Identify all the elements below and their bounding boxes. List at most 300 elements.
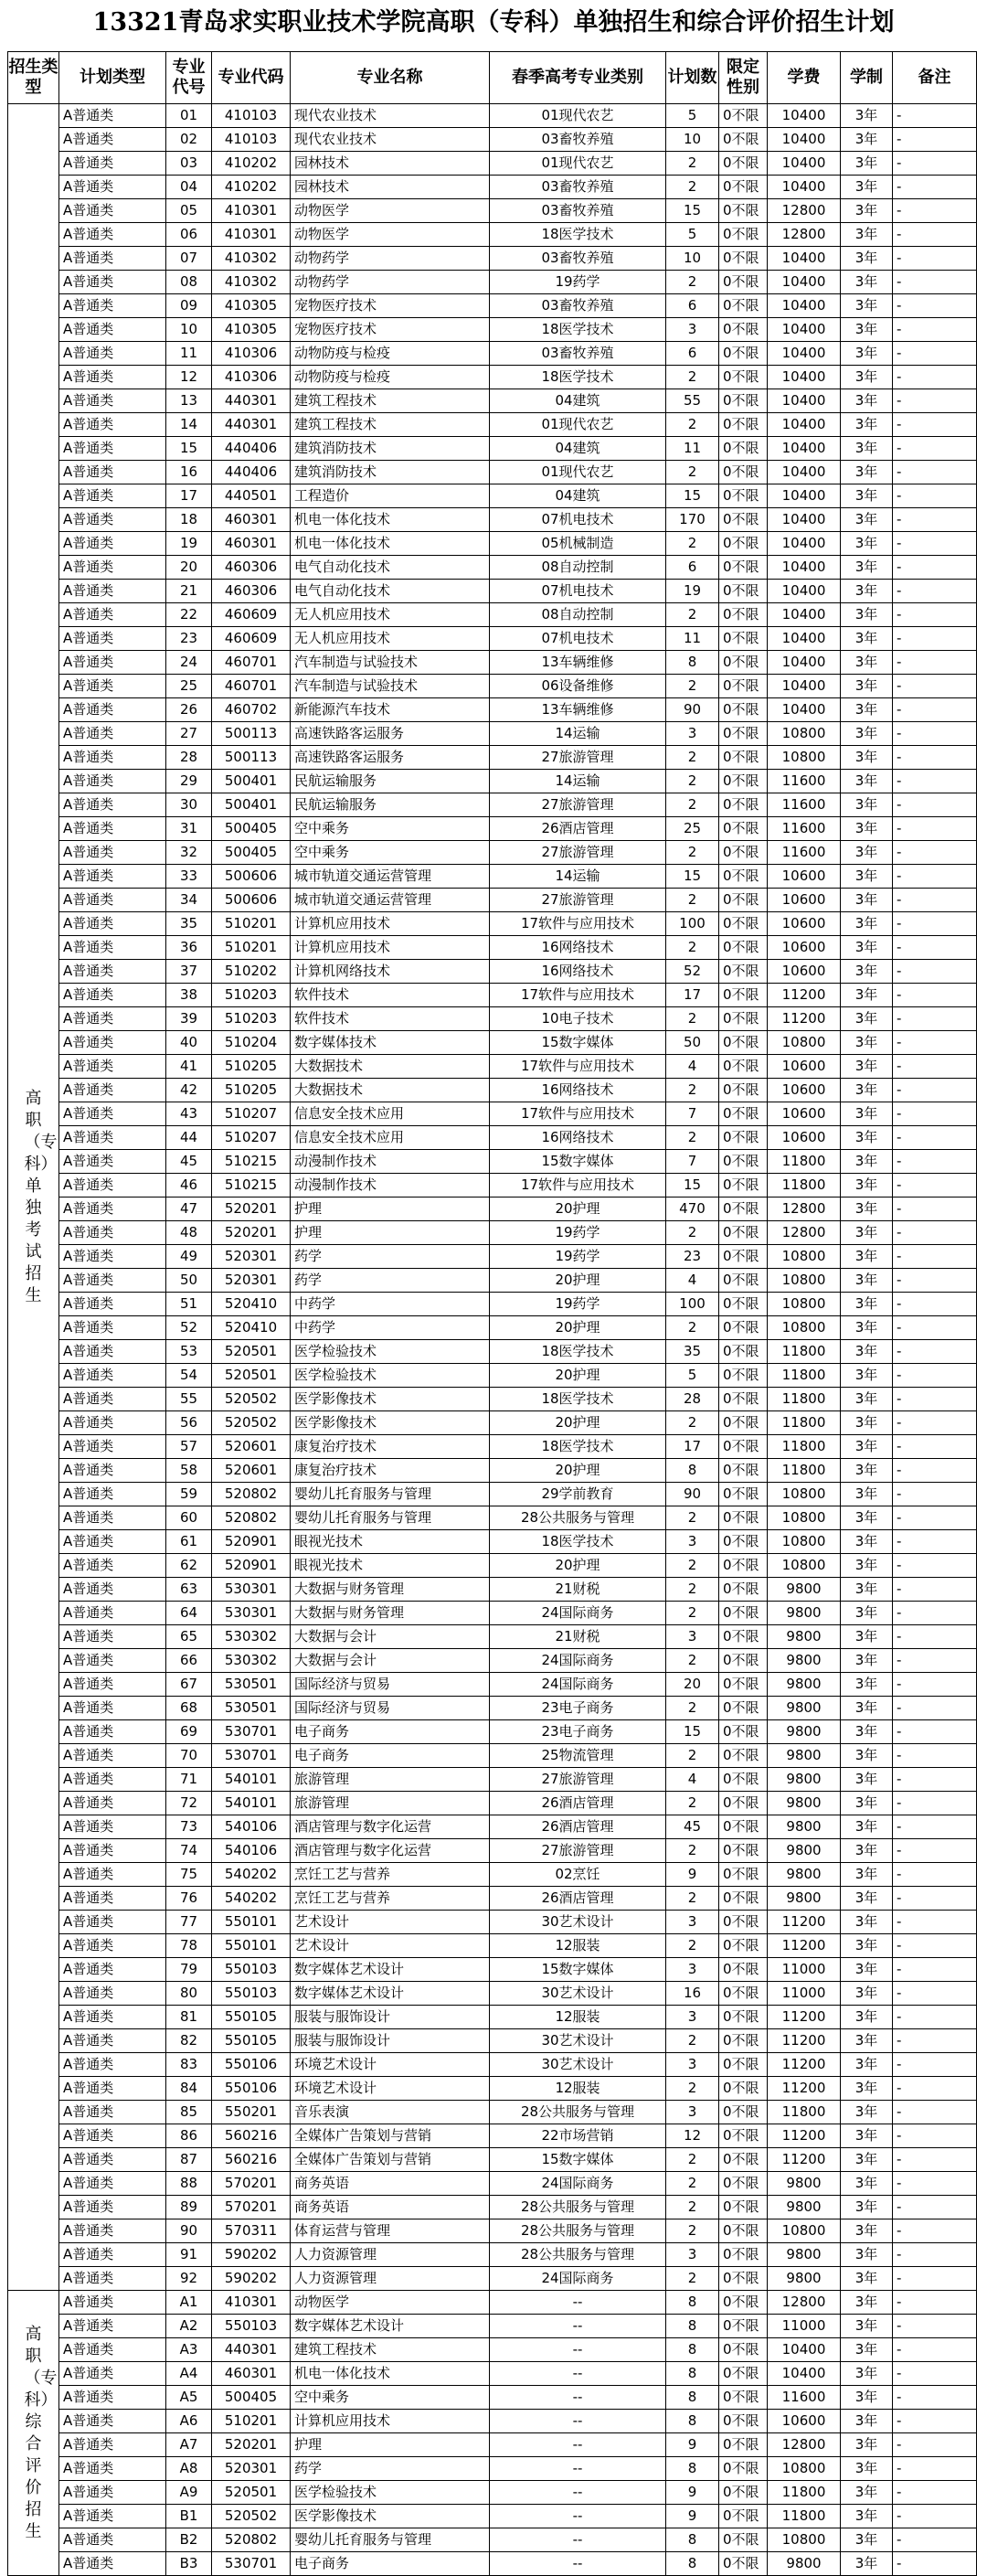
cell-tuition: 10400 bbox=[768, 152, 841, 176]
cell-major-code: 530301 bbox=[212, 1578, 291, 1602]
cell-major-name: 信息安全技术应用 bbox=[291, 1126, 490, 1150]
cell-tuition: 9800 bbox=[768, 1673, 841, 1697]
cell-remarks: - bbox=[893, 1483, 977, 1506]
cell-duration: 3年 bbox=[841, 271, 893, 294]
cell-major-name: 建筑工程技术 bbox=[291, 2338, 490, 2362]
cell-tuition: 11600 bbox=[768, 817, 841, 841]
table-row bbox=[8, 1198, 977, 1221]
cell-duration: 3年 bbox=[841, 1435, 893, 1459]
cell-major-name: 高速铁路客运服务 bbox=[291, 746, 490, 770]
cell-remarks: - bbox=[893, 2172, 977, 2196]
recruit-type-cell bbox=[8, 2291, 59, 2576]
table-row bbox=[8, 2338, 977, 2362]
cell-major-name: 园林技术 bbox=[291, 152, 490, 176]
cell-major-code: 530501 bbox=[212, 1697, 291, 1720]
cell-major-number: 87 bbox=[166, 2148, 212, 2172]
table-row bbox=[8, 651, 977, 675]
cell-gender-limit: 0不限 bbox=[719, 651, 768, 675]
table-row bbox=[8, 1459, 977, 1483]
cell-major-name: 城市轨道交通运营管理 bbox=[291, 889, 490, 912]
cell-tuition: 9800 bbox=[768, 2267, 841, 2291]
cell-plan-type: A普通类 bbox=[59, 912, 166, 936]
cell-remarks: - bbox=[893, 1435, 977, 1459]
cell-major-code: 550101 bbox=[212, 1911, 291, 1934]
cell-major-number: 35 bbox=[166, 912, 212, 936]
cell-major-code: 520901 bbox=[212, 1530, 291, 1554]
cell-tuition: 9800 bbox=[768, 1887, 841, 1911]
cell-major-code: 540101 bbox=[212, 1768, 291, 1792]
cell-major-name: 无人机应用技术 bbox=[291, 627, 490, 651]
recruit-type-label: 高职（专科）单独考试招生 bbox=[24, 1088, 58, 1305]
table-row bbox=[8, 484, 977, 508]
cell-major-name: 艺术设计 bbox=[291, 1934, 490, 1958]
cell-gender-limit: 0不限 bbox=[719, 1459, 768, 1483]
cell-tuition: 10400 bbox=[768, 366, 841, 389]
cell-major-name: 动物防疫与检疫 bbox=[291, 342, 490, 366]
cell-major-number: 45 bbox=[166, 1150, 212, 1174]
cell-remarks: - bbox=[893, 2386, 977, 2410]
cell-spring-category: -- bbox=[490, 2386, 666, 2410]
cell-major-code: 560216 bbox=[212, 2124, 291, 2148]
cell-major-number: 19 bbox=[166, 532, 212, 556]
table-row bbox=[8, 2029, 977, 2053]
table-row bbox=[8, 1958, 977, 1982]
cell-major-number: 25 bbox=[166, 675, 212, 698]
cell-major-number: 75 bbox=[166, 1863, 212, 1887]
table-row bbox=[8, 437, 977, 461]
cell-major-number: 52 bbox=[166, 1316, 212, 1340]
cell-plan-count: 3 bbox=[666, 722, 719, 746]
cell-duration: 3年 bbox=[841, 389, 893, 413]
cell-plan-count: 2 bbox=[666, 176, 719, 199]
cell-major-name: 数字媒体艺术设计 bbox=[291, 1982, 490, 2006]
cell-major-name: 数字媒体艺术设计 bbox=[291, 2315, 490, 2338]
table-row bbox=[8, 1435, 977, 1459]
cell-spring-category: 07机电技术 bbox=[490, 580, 666, 603]
cell-tuition: 10600 bbox=[768, 2410, 841, 2433]
cell-duration: 3年 bbox=[841, 960, 893, 984]
cell-plan-count: 25 bbox=[666, 817, 719, 841]
cell-major-code: 510203 bbox=[212, 1007, 291, 1031]
cell-plan-type: A普通类 bbox=[59, 2101, 166, 2124]
cell-major-number: 56 bbox=[166, 1411, 212, 1435]
cell-gender-limit: 0不限 bbox=[719, 1934, 768, 1958]
cell-remarks: - bbox=[893, 1578, 977, 1602]
cell-plan-count: 2 bbox=[666, 532, 719, 556]
cell-major-code: 410305 bbox=[212, 318, 291, 342]
cell-plan-type: A普通类 bbox=[59, 1388, 166, 1411]
cell-plan-count: 2 bbox=[666, 1887, 719, 1911]
cell-gender-limit: 0不限 bbox=[719, 2338, 768, 2362]
cell-major-number: 69 bbox=[166, 1720, 212, 1744]
cell-plan-type: A普通类 bbox=[59, 1079, 166, 1102]
cell-major-number: 37 bbox=[166, 960, 212, 984]
cell-duration: 3年 bbox=[841, 865, 893, 889]
cell-plan-count: 2 bbox=[666, 2219, 719, 2243]
table-row bbox=[8, 1364, 977, 1388]
cell-remarks: - bbox=[893, 1768, 977, 1792]
cell-major-number: 07 bbox=[166, 247, 212, 271]
cell-tuition: 9800 bbox=[768, 1720, 841, 1744]
cell-plan-type: A普通类 bbox=[59, 128, 166, 152]
cell-major-name: 婴幼儿托育服务与管理 bbox=[291, 2528, 490, 2552]
cell-spring-category: -- bbox=[490, 2315, 666, 2338]
cell-remarks: - bbox=[893, 152, 977, 176]
cell-gender-limit: 0不限 bbox=[719, 508, 768, 532]
cell-gender-limit: 0不限 bbox=[719, 128, 768, 152]
cell-major-code: 460306 bbox=[212, 556, 291, 580]
cell-plan-type: A普通类 bbox=[59, 603, 166, 627]
cell-plan-type: A普通类 bbox=[59, 532, 166, 556]
cell-gender-limit: 0不限 bbox=[719, 176, 768, 199]
header-major-name: 专业名称 bbox=[291, 52, 490, 104]
cell-major-number: 05 bbox=[166, 199, 212, 223]
cell-plan-count: 3 bbox=[666, 1958, 719, 1982]
cell-major-number: 39 bbox=[166, 1007, 212, 1031]
cell-plan-count: 3 bbox=[666, 2101, 719, 2124]
cell-plan-type: A普通类 bbox=[59, 817, 166, 841]
cell-major-code: 410301 bbox=[212, 2291, 291, 2315]
enrollment-plan-table bbox=[7, 51, 977, 2576]
cell-plan-count: 2 bbox=[666, 461, 719, 484]
table-row bbox=[8, 2006, 977, 2029]
cell-gender-limit: 0不限 bbox=[719, 675, 768, 698]
cell-major-number: 06 bbox=[166, 223, 212, 247]
cell-tuition: 9800 bbox=[768, 1697, 841, 1720]
cell-gender-limit: 0不限 bbox=[719, 2172, 768, 2196]
table-row bbox=[8, 342, 977, 366]
cell-spring-category: 12服装 bbox=[490, 2006, 666, 2029]
cell-major-code: 460301 bbox=[212, 532, 291, 556]
cell-remarks: - bbox=[893, 1221, 977, 1245]
cell-plan-type: A普通类 bbox=[59, 1982, 166, 2006]
cell-major-code: 510201 bbox=[212, 912, 291, 936]
cell-gender-limit: 0不限 bbox=[719, 2029, 768, 2053]
cell-tuition: 11800 bbox=[768, 2101, 841, 2124]
cell-major-number: 40 bbox=[166, 1031, 212, 1055]
cell-spring-category: 04建筑 bbox=[490, 484, 666, 508]
cell-remarks: - bbox=[893, 1411, 977, 1435]
cell-plan-type: A普通类 bbox=[59, 936, 166, 960]
cell-remarks: - bbox=[893, 889, 977, 912]
cell-major-code: 440406 bbox=[212, 437, 291, 461]
cell-spring-category: -- bbox=[490, 2362, 666, 2386]
cell-plan-count: 4 bbox=[666, 1269, 719, 1293]
cell-plan-type: A普通类 bbox=[59, 1792, 166, 1815]
cell-plan-type: A普通类 bbox=[59, 2481, 166, 2505]
cell-plan-count: 2 bbox=[666, 2148, 719, 2172]
cell-plan-count: 3 bbox=[666, 2243, 719, 2267]
cell-spring-category: 24国际商务 bbox=[490, 2172, 666, 2196]
cell-spring-category: 16网络技术 bbox=[490, 1126, 666, 1150]
cell-duration: 3年 bbox=[841, 627, 893, 651]
cell-spring-category: 20护理 bbox=[490, 1411, 666, 1435]
cell-major-name: 医学影像技术 bbox=[291, 2505, 490, 2528]
cell-duration: 3年 bbox=[841, 984, 893, 1007]
cell-major-number: 80 bbox=[166, 1982, 212, 2006]
cell-tuition: 10400 bbox=[768, 603, 841, 627]
cell-tuition: 11200 bbox=[768, 2006, 841, 2029]
cell-tuition: 10400 bbox=[768, 294, 841, 318]
table-row bbox=[8, 389, 977, 413]
table-row bbox=[8, 556, 977, 580]
cell-plan-type: A普通类 bbox=[59, 2124, 166, 2148]
cell-remarks: - bbox=[893, 2457, 977, 2481]
cell-plan-type: A普通类 bbox=[59, 1839, 166, 1863]
cell-spring-category: 22市场营销 bbox=[490, 2124, 666, 2148]
cell-duration: 3年 bbox=[841, 603, 893, 627]
cell-tuition: 10600 bbox=[768, 936, 841, 960]
cell-remarks: - bbox=[893, 1388, 977, 1411]
cell-remarks: - bbox=[893, 199, 977, 223]
cell-plan-type: A普通类 bbox=[59, 1221, 166, 1245]
cell-plan-count: 9 bbox=[666, 2433, 719, 2457]
cell-major-code: 520501 bbox=[212, 1364, 291, 1388]
table-row bbox=[8, 1934, 977, 1958]
cell-remarks: - bbox=[893, 746, 977, 770]
cell-plan-count: 28 bbox=[666, 1388, 719, 1411]
cell-duration: 3年 bbox=[841, 2196, 893, 2219]
cell-major-name: 酒店管理与数字化运营 bbox=[291, 1815, 490, 1839]
cell-plan-type: A普通类 bbox=[59, 2410, 166, 2433]
cell-major-name: 民航运输服务 bbox=[291, 793, 490, 817]
cell-plan-count: 8 bbox=[666, 2457, 719, 2481]
cell-plan-count: 3 bbox=[666, 318, 719, 342]
table-row bbox=[8, 984, 977, 1007]
cell-major-code: 520802 bbox=[212, 2528, 291, 2552]
cell-major-code: 550103 bbox=[212, 1958, 291, 1982]
cell-gender-limit: 0不限 bbox=[719, 1863, 768, 1887]
cell-plan-count: 15 bbox=[666, 1174, 719, 1198]
cell-plan-type: A普通类 bbox=[59, 1435, 166, 1459]
header-recruit-type: 招生类型 bbox=[8, 52, 59, 104]
cell-tuition: 10400 bbox=[768, 318, 841, 342]
table-row bbox=[8, 508, 977, 532]
cell-major-name: 烹饪工艺与营养 bbox=[291, 1863, 490, 1887]
cell-duration: 3年 bbox=[841, 1316, 893, 1340]
cell-major-number: 71 bbox=[166, 1768, 212, 1792]
cell-gender-limit: 0不限 bbox=[719, 2481, 768, 2505]
cell-major-number: 41 bbox=[166, 1055, 212, 1079]
cell-plan-count: 2 bbox=[666, 1079, 719, 1102]
cell-gender-limit: 0不限 bbox=[719, 841, 768, 865]
cell-remarks: - bbox=[893, 793, 977, 817]
cell-remarks: - bbox=[893, 2148, 977, 2172]
table-row bbox=[8, 1483, 977, 1506]
cell-plan-type: A普通类 bbox=[59, 1174, 166, 1198]
table-row bbox=[8, 1697, 977, 1720]
cell-plan-count: 2 bbox=[666, 2172, 719, 2196]
header-remarks: 备注 bbox=[893, 52, 977, 104]
cell-duration: 3年 bbox=[841, 176, 893, 199]
cell-gender-limit: 0不限 bbox=[719, 271, 768, 294]
header-spring-category: 春季高考专业类别 bbox=[490, 52, 666, 104]
cell-plan-type: A普通类 bbox=[59, 770, 166, 793]
cell-major-code: 550201 bbox=[212, 2101, 291, 2124]
cell-plan-type: A普通类 bbox=[59, 484, 166, 508]
cell-plan-count: 2 bbox=[666, 366, 719, 389]
cell-major-name: 康复治疗技术 bbox=[291, 1435, 490, 1459]
cell-major-code: 550106 bbox=[212, 2053, 291, 2077]
cell-plan-type: A普通类 bbox=[59, 223, 166, 247]
table-row bbox=[8, 199, 977, 223]
cell-major-name: 空中乘务 bbox=[291, 841, 490, 865]
cell-remarks: - bbox=[893, 841, 977, 865]
cell-duration: 3年 bbox=[841, 2053, 893, 2077]
cell-major-name: 无人机应用技术 bbox=[291, 603, 490, 627]
cell-duration: 3年 bbox=[841, 2029, 893, 2053]
cell-spring-category: 20护理 bbox=[490, 1269, 666, 1293]
cell-major-number: B3 bbox=[166, 2552, 212, 2576]
cell-plan-count: 100 bbox=[666, 1293, 719, 1316]
cell-gender-limit: 0不限 bbox=[719, 1649, 768, 1673]
cell-plan-type: A普通类 bbox=[59, 984, 166, 1007]
cell-major-code: 520201 bbox=[212, 1221, 291, 1245]
cell-plan-type: A普通类 bbox=[59, 2243, 166, 2267]
cell-plan-count: 6 bbox=[666, 294, 719, 318]
cell-remarks: - bbox=[893, 342, 977, 366]
table-row bbox=[8, 366, 977, 389]
cell-spring-category: 04建筑 bbox=[490, 389, 666, 413]
table-row bbox=[8, 2457, 977, 2481]
cell-tuition: 9800 bbox=[768, 1768, 841, 1792]
cell-major-code: 520502 bbox=[212, 1411, 291, 1435]
cell-spring-category: -- bbox=[490, 2505, 666, 2528]
cell-gender-limit: 0不限 bbox=[719, 1388, 768, 1411]
cell-duration: 3年 bbox=[841, 580, 893, 603]
cell-spring-category: 18医学技术 bbox=[490, 1530, 666, 1554]
cell-plan-type: A普通类 bbox=[59, 2029, 166, 2053]
cell-tuition: 9800 bbox=[768, 2243, 841, 2267]
cell-major-name: 高速铁路客运服务 bbox=[291, 722, 490, 746]
cell-plan-type: A普通类 bbox=[59, 2433, 166, 2457]
cell-plan-count: 2 bbox=[666, 1934, 719, 1958]
cell-plan-count: 2 bbox=[666, 1602, 719, 1625]
cell-plan-count: 2 bbox=[666, 889, 719, 912]
cell-plan-count: 5 bbox=[666, 223, 719, 247]
cell-gender-limit: 0不限 bbox=[719, 698, 768, 722]
cell-tuition: 10800 bbox=[768, 746, 841, 770]
cell-gender-limit: 0不限 bbox=[719, 603, 768, 627]
cell-tuition: 11600 bbox=[768, 793, 841, 817]
cell-gender-limit: 0不限 bbox=[719, 1316, 768, 1340]
cell-plan-count: 2 bbox=[666, 1316, 719, 1340]
cell-plan-type: A普通类 bbox=[59, 865, 166, 889]
cell-remarks: - bbox=[893, 2267, 977, 2291]
cell-plan-count: 50 bbox=[666, 1031, 719, 1055]
cell-remarks: - bbox=[893, 603, 977, 627]
cell-tuition: 11800 bbox=[768, 1459, 841, 1483]
cell-remarks: - bbox=[893, 1911, 977, 1934]
cell-remarks: - bbox=[893, 865, 977, 889]
cell-major-code: 410202 bbox=[212, 176, 291, 199]
cell-major-number: 89 bbox=[166, 2196, 212, 2219]
cell-plan-type: A普通类 bbox=[59, 461, 166, 484]
cell-plan-type: A普通类 bbox=[59, 1483, 166, 1506]
cell-tuition: 11600 bbox=[768, 2386, 841, 2410]
cell-plan-count: 2 bbox=[666, 936, 719, 960]
cell-spring-category: 15数字媒体 bbox=[490, 1031, 666, 1055]
cell-gender-limit: 0不限 bbox=[719, 2528, 768, 2552]
cell-major-code: 510205 bbox=[212, 1055, 291, 1079]
cell-plan-count: 8 bbox=[666, 651, 719, 675]
cell-major-name: 婴幼儿托育服务与管理 bbox=[291, 1483, 490, 1506]
cell-tuition: 11200 bbox=[768, 984, 841, 1007]
cell-plan-type: A普通类 bbox=[59, 1007, 166, 1031]
table-row bbox=[8, 1221, 977, 1245]
cell-plan-count: 11 bbox=[666, 437, 719, 461]
cell-major-name: 现代农业技术 bbox=[291, 128, 490, 152]
cell-plan-type: A普通类 bbox=[59, 294, 166, 318]
cell-gender-limit: 0不限 bbox=[719, 484, 768, 508]
cell-remarks: - bbox=[893, 1150, 977, 1174]
cell-major-code: 530701 bbox=[212, 1744, 291, 1768]
cell-duration: 3年 bbox=[841, 936, 893, 960]
cell-major-code: 410306 bbox=[212, 366, 291, 389]
cell-gender-limit: 0不限 bbox=[719, 1079, 768, 1102]
cell-plan-count: 35 bbox=[666, 1340, 719, 1364]
cell-tuition: 10800 bbox=[768, 1293, 841, 1316]
cell-major-code: 440301 bbox=[212, 2338, 291, 2362]
cell-plan-type: A普通类 bbox=[59, 1815, 166, 1839]
cell-plan-count: 12 bbox=[666, 2124, 719, 2148]
cell-spring-category: 26酒店管理 bbox=[490, 1815, 666, 1839]
cell-spring-category: 28公共服务与管理 bbox=[490, 2219, 666, 2243]
cell-major-name: 动物医学 bbox=[291, 199, 490, 223]
cell-major-name: 计算机应用技术 bbox=[291, 2410, 490, 2433]
cell-duration: 3年 bbox=[841, 1245, 893, 1269]
cell-gender-limit: 0不限 bbox=[719, 746, 768, 770]
cell-remarks: - bbox=[893, 651, 977, 675]
cell-duration: 3年 bbox=[841, 1578, 893, 1602]
cell-spring-category: 16网络技术 bbox=[490, 1079, 666, 1102]
table-row bbox=[8, 2124, 977, 2148]
cell-spring-category: 15数字媒体 bbox=[490, 1958, 666, 1982]
cell-gender-limit: 0不限 bbox=[719, 366, 768, 389]
cell-major-code: 460306 bbox=[212, 580, 291, 603]
cell-major-code: 440406 bbox=[212, 461, 291, 484]
header-plan-type: 计划类型 bbox=[59, 52, 166, 104]
cell-plan-type: A普通类 bbox=[59, 2528, 166, 2552]
cell-duration: 3年 bbox=[841, 2006, 893, 2029]
cell-remarks: - bbox=[893, 294, 977, 318]
cell-major-code: 540202 bbox=[212, 1863, 291, 1887]
cell-plan-count: 8 bbox=[666, 2552, 719, 2576]
cell-major-number: 50 bbox=[166, 1269, 212, 1293]
cell-duration: 3年 bbox=[841, 1150, 893, 1174]
cell-major-code: 570201 bbox=[212, 2172, 291, 2196]
cell-spring-category: 20护理 bbox=[490, 1198, 666, 1221]
cell-plan-type: A普通类 bbox=[59, 1530, 166, 1554]
cell-plan-count: 100 bbox=[666, 912, 719, 936]
cell-major-name: 医学影像技术 bbox=[291, 1411, 490, 1435]
cell-plan-count: 2 bbox=[666, 2077, 719, 2101]
table-row bbox=[8, 1245, 977, 1269]
cell-spring-category: 17软件与应用技术 bbox=[490, 1174, 666, 1198]
cell-duration: 3年 bbox=[841, 2457, 893, 2481]
cell-tuition: 12800 bbox=[768, 2433, 841, 2457]
cell-plan-count: 8 bbox=[666, 2315, 719, 2338]
cell-major-name: 眼视光技术 bbox=[291, 1530, 490, 1554]
cell-tuition: 11800 bbox=[768, 1411, 841, 1435]
cell-duration: 3年 bbox=[841, 318, 893, 342]
cell-major-name: 大数据技术 bbox=[291, 1055, 490, 1079]
cell-plan-count: 2 bbox=[666, 2267, 719, 2291]
cell-gender-limit: 0不限 bbox=[719, 1150, 768, 1174]
cell-spring-category: 18医学技术 bbox=[490, 318, 666, 342]
cell-spring-category: 18医学技术 bbox=[490, 366, 666, 389]
cell-spring-category: 13车辆维修 bbox=[490, 651, 666, 675]
